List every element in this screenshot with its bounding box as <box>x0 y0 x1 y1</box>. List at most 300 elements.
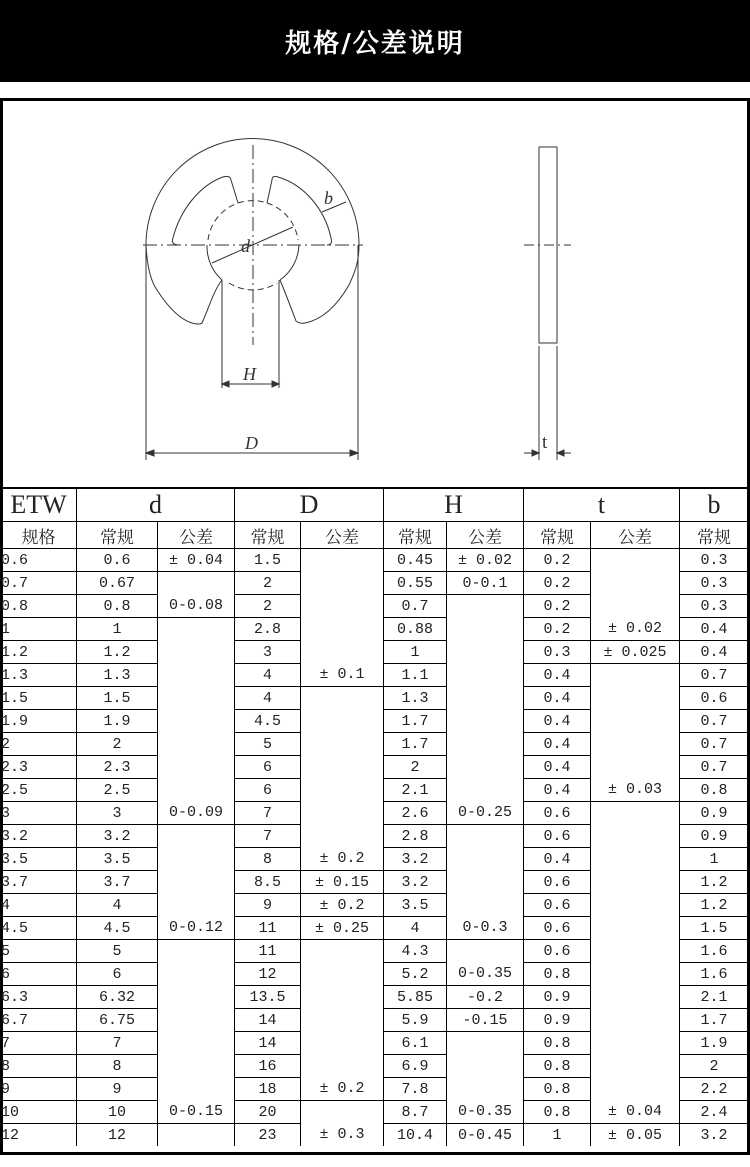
tolerance-cell <box>591 802 680 825</box>
spec-cell: 0.8 <box>1 595 77 618</box>
group-header: t <box>524 488 680 522</box>
tolerance-cell <box>301 986 384 1009</box>
tolerance-cell: ± 0.02 <box>591 618 680 641</box>
table-row <box>1 618 749 641</box>
value-cell: 0.6 <box>524 940 591 963</box>
value-cell: 6.9 <box>384 1055 447 1078</box>
tolerance-cell <box>158 779 235 802</box>
value-cell: 13.5 <box>235 986 301 1009</box>
tolerance-cell <box>447 618 524 641</box>
value-cell: 3 <box>235 641 301 664</box>
value-cell: 0.67 <box>77 572 158 595</box>
spec-cell: 1.3 <box>1 664 77 687</box>
table-row <box>1 1055 749 1078</box>
spec-cell: 6.7 <box>1 1009 77 1032</box>
value-cell: 0.7 <box>680 756 749 779</box>
table-row <box>1 1032 749 1055</box>
tolerance-cell <box>301 687 384 710</box>
sub-header: 规格 <box>1 522 77 549</box>
value-cell: 2.8 <box>235 618 301 641</box>
value-cell: 5.9 <box>384 1009 447 1032</box>
value-cell: 5.2 <box>384 963 447 986</box>
value-cell: 1.3 <box>384 687 447 710</box>
table-row <box>1 825 749 848</box>
value-cell: 0.4 <box>680 641 749 664</box>
tolerance-cell <box>591 986 680 1009</box>
tolerance-cell: ± 0.2 <box>301 848 384 871</box>
sub-header: 常规 <box>384 522 447 549</box>
value-cell: 7 <box>235 825 301 848</box>
spec-cell: 9 <box>1 1078 77 1101</box>
value-cell: 0.88 <box>384 618 447 641</box>
spec-cell: 1.9 <box>1 710 77 733</box>
tolerance-cell <box>447 1032 524 1055</box>
table-row <box>1 733 749 756</box>
value-cell: 1.7 <box>384 733 447 756</box>
value-cell: 1.2 <box>680 894 749 917</box>
table-row <box>1 1009 749 1032</box>
spec-cell: 2.3 <box>1 756 77 779</box>
value-cell: 3.5 <box>77 848 158 871</box>
tolerance-cell <box>591 710 680 733</box>
tolerance-cell <box>301 756 384 779</box>
tolerance-cell: ± 0.025 <box>591 641 680 664</box>
tolerance-cell <box>158 963 235 986</box>
value-cell: 6 <box>235 779 301 802</box>
spec-cell: 3.7 <box>1 871 77 894</box>
value-cell: 4.3 <box>384 940 447 963</box>
value-cell: 0.6 <box>524 802 591 825</box>
table-row <box>1 848 749 871</box>
value-cell: 14 <box>235 1009 301 1032</box>
value-cell: 0.6 <box>77 549 158 572</box>
tolerance-cell: 0-0.09 <box>158 802 235 825</box>
value-cell: 7.8 <box>384 1078 447 1101</box>
spec-cell: 1.2 <box>1 641 77 664</box>
tolerance-cell: 0-0.35 <box>447 963 524 986</box>
value-cell: 2.3 <box>77 756 158 779</box>
sub-header: 常规 <box>680 522 749 549</box>
tolerance-cell <box>301 940 384 963</box>
tolerance-cell <box>447 756 524 779</box>
tolerance-cell <box>158 641 235 664</box>
tolerance-cell <box>301 641 384 664</box>
value-cell: 2.1 <box>680 986 749 1009</box>
tolerance-cell <box>158 687 235 710</box>
value-cell: 4 <box>235 687 301 710</box>
spec-cell: 2 <box>1 733 77 756</box>
side-view <box>524 147 571 460</box>
table-row <box>1 664 749 687</box>
tolerance-cell: -0.2 <box>447 986 524 1009</box>
value-cell: 4 <box>77 894 158 917</box>
tolerance-cell <box>591 572 680 595</box>
tolerance-cell <box>158 1009 235 1032</box>
tolerance-cell: 0-0.35 <box>447 1101 524 1124</box>
value-cell: 0.8 <box>524 1078 591 1101</box>
front-view <box>143 138 363 460</box>
value-cell: 1.6 <box>680 940 749 963</box>
tolerance-cell <box>158 825 235 848</box>
value-cell: 0.4 <box>524 710 591 733</box>
table-row <box>1 641 749 664</box>
tolerance-cell: ± 0.25 <box>301 917 384 940</box>
tolerance-cell: -0.15 <box>447 1009 524 1032</box>
value-cell: 4.5 <box>77 917 158 940</box>
tolerance-cell: ± 0.1 <box>301 664 384 687</box>
value-cell: 18 <box>235 1078 301 1101</box>
value-cell: 0.7 <box>680 710 749 733</box>
value-cell: 2 <box>77 733 158 756</box>
value-cell: 0.6 <box>524 825 591 848</box>
value-cell: 11 <box>235 917 301 940</box>
tolerance-cell <box>158 756 235 779</box>
value-cell: 1.7 <box>680 1009 749 1032</box>
value-cell: 1.2 <box>680 871 749 894</box>
spec-cell: 4.5 <box>1 917 77 940</box>
value-cell: 9 <box>235 894 301 917</box>
tolerance-cell <box>447 1078 524 1101</box>
tolerance-cell: ± 0.2 <box>301 1078 384 1101</box>
table-row <box>1 710 749 733</box>
tolerance-cell <box>591 825 680 848</box>
value-cell: 20 <box>235 1101 301 1124</box>
value-cell: 11 <box>235 940 301 963</box>
group-header: d <box>77 488 235 522</box>
value-cell: 0.8 <box>77 595 158 618</box>
value-cell: 1 <box>77 618 158 641</box>
value-cell: 2 <box>235 595 301 618</box>
tolerance-cell <box>158 572 235 595</box>
tolerance-cell <box>591 848 680 871</box>
tolerance-cell <box>591 595 680 618</box>
value-cell: 3.2 <box>680 1124 749 1147</box>
spec-cell: 3.2 <box>1 825 77 848</box>
group-header: D <box>235 488 384 522</box>
value-cell: 2.1 <box>384 779 447 802</box>
table-row <box>1 1078 749 1101</box>
group-header: ETW <box>1 488 77 522</box>
value-cell: 0.3 <box>680 549 749 572</box>
value-cell: 3.2 <box>384 848 447 871</box>
value-cell: 8 <box>235 848 301 871</box>
value-cell: 0.2 <box>524 549 591 572</box>
spec-cell: 7 <box>1 1032 77 1055</box>
tolerance-cell <box>158 986 235 1009</box>
value-cell: 1 <box>384 641 447 664</box>
tolerance-cell <box>447 1055 524 1078</box>
spec-cell: 1.5 <box>1 687 77 710</box>
value-cell: 0.4 <box>524 664 591 687</box>
value-cell: 0.7 <box>680 664 749 687</box>
tolerance-cell <box>591 963 680 986</box>
value-cell: 9 <box>77 1078 158 1101</box>
value-cell: 0.6 <box>524 871 591 894</box>
tolerance-cell <box>447 664 524 687</box>
value-cell: 0.9 <box>680 825 749 848</box>
spec-cell: 6 <box>1 963 77 986</box>
value-cell: 0.6 <box>524 894 591 917</box>
tolerance-cell <box>447 779 524 802</box>
value-cell: 7 <box>77 1032 158 1055</box>
tolerance-cell <box>301 1055 384 1078</box>
value-cell: 0.8 <box>524 1032 591 1055</box>
page-title: 规格/公差说明 <box>0 0 750 82</box>
tolerance-cell <box>301 618 384 641</box>
tolerance-cell <box>447 710 524 733</box>
tolerance-cell <box>158 1124 235 1147</box>
value-cell: 0.9 <box>524 1009 591 1032</box>
value-cell: 6.1 <box>384 1032 447 1055</box>
tolerance-cell <box>301 779 384 802</box>
tolerance-cell <box>301 1009 384 1032</box>
value-cell: 0.4 <box>524 779 591 802</box>
value-cell: 0.4 <box>524 687 591 710</box>
value-cell: 4 <box>235 664 301 687</box>
value-cell: 1.5 <box>235 549 301 572</box>
value-cell: 12 <box>235 963 301 986</box>
value-cell: 0.4 <box>524 733 591 756</box>
spec-cell: 4 <box>1 894 77 917</box>
value-cell: 8.7 <box>384 1101 447 1124</box>
value-cell: 2 <box>235 572 301 595</box>
tolerance-cell: ± 0.3 <box>301 1124 384 1147</box>
value-cell: 2.2 <box>680 1078 749 1101</box>
value-cell: 6.75 <box>77 1009 158 1032</box>
value-cell: 12 <box>77 1124 158 1147</box>
tolerance-cell <box>591 1078 680 1101</box>
value-cell: 8 <box>77 1055 158 1078</box>
h-label: H <box>243 364 256 384</box>
tolerance-cell <box>591 1009 680 1032</box>
spec-cell: 10 <box>1 1101 77 1124</box>
value-cell: 5.85 <box>384 986 447 1009</box>
value-cell: 1.9 <box>680 1032 749 1055</box>
group-header: b <box>680 488 749 522</box>
tolerance-cell <box>158 618 235 641</box>
value-cell: 5 <box>77 940 158 963</box>
tolerance-cell: 0-0.45 <box>447 1124 524 1147</box>
spec-table <box>0 487 749 1146</box>
value-cell: 0.4 <box>524 756 591 779</box>
table-row <box>1 871 749 894</box>
value-cell: 5 <box>235 733 301 756</box>
value-cell: 0.45 <box>384 549 447 572</box>
tolerance-cell <box>591 549 680 572</box>
tolerance-cell: ± 0.04 <box>591 1101 680 1124</box>
value-cell: 6.32 <box>77 986 158 1009</box>
table-row <box>1 802 749 825</box>
value-cell: 1.7 <box>384 710 447 733</box>
sub-header: 常规 <box>524 522 591 549</box>
sub-header: 公差 <box>301 522 384 549</box>
tolerance-cell <box>301 963 384 986</box>
tolerance-cell <box>158 1055 235 1078</box>
tolerance-cell <box>591 894 680 917</box>
group-header-row <box>1 488 749 522</box>
value-cell: 0.3 <box>524 641 591 664</box>
spec-cell: 3.5 <box>1 848 77 871</box>
value-cell: 2 <box>680 1055 749 1078</box>
value-cell: 23 <box>235 1124 301 1147</box>
tolerance-cell: ± 0.05 <box>591 1124 680 1147</box>
tolerance-cell <box>447 733 524 756</box>
value-cell: 2.8 <box>384 825 447 848</box>
tolerance-cell <box>447 595 524 618</box>
tolerance-cell <box>447 894 524 917</box>
tolerance-cell: 0-0.25 <box>447 802 524 825</box>
tolerance-cell <box>591 733 680 756</box>
value-cell: 3.2 <box>77 825 158 848</box>
value-cell: 0.9 <box>524 986 591 1009</box>
tolerance-cell <box>158 1032 235 1055</box>
tolerance-cell <box>591 871 680 894</box>
tolerance-cell: 0-0.3 <box>447 917 524 940</box>
value-cell: 0.4 <box>524 848 591 871</box>
d-label: d <box>241 236 250 256</box>
value-cell: 10 <box>77 1101 158 1124</box>
table-row <box>1 549 749 572</box>
tolerance-cell: ± 0.2 <box>301 894 384 917</box>
spec-cell: 8 <box>1 1055 77 1078</box>
tolerance-cell <box>158 664 235 687</box>
value-cell: 16 <box>235 1055 301 1078</box>
value-cell: 0.6 <box>524 917 591 940</box>
table-row <box>1 963 749 986</box>
spec-cell: 2.5 <box>1 779 77 802</box>
sub-header: 公差 <box>158 522 235 549</box>
value-cell: 2.5 <box>77 779 158 802</box>
value-cell: 1.5 <box>77 687 158 710</box>
tolerance-cell <box>158 871 235 894</box>
outer-d-label: D <box>245 433 258 453</box>
value-cell: 0.2 <box>524 595 591 618</box>
value-cell: 1.6 <box>680 963 749 986</box>
table-row <box>1 687 749 710</box>
value-cell: 6 <box>235 756 301 779</box>
value-cell: 8.5 <box>235 871 301 894</box>
b-label: b <box>324 188 333 208</box>
sub-header-row <box>1 522 749 549</box>
tolerance-cell <box>591 1032 680 1055</box>
t-label: t <box>542 432 548 453</box>
tolerance-cell: ± 0.04 <box>158 549 235 572</box>
value-cell: 1.3 <box>77 664 158 687</box>
tolerance-cell <box>591 917 680 940</box>
tolerance-cell <box>301 733 384 756</box>
tolerance-cell <box>447 825 524 848</box>
value-cell: 10.4 <box>384 1124 447 1147</box>
value-cell: 0.7 <box>680 733 749 756</box>
value-cell: 3.2 <box>384 871 447 894</box>
value-cell: 0.8 <box>524 1101 591 1124</box>
tolerance-cell <box>591 687 680 710</box>
tolerance-cell <box>447 871 524 894</box>
group-header: H <box>384 488 524 522</box>
spec-cell: 0.7 <box>1 572 77 595</box>
value-cell: 0.3 <box>680 595 749 618</box>
tolerance-cell: 0-0.1 <box>447 572 524 595</box>
value-cell: 1.5 <box>680 917 749 940</box>
tolerance-cell: ± 0.03 <box>591 779 680 802</box>
value-cell: 2.4 <box>680 1101 749 1124</box>
value-cell: 0.9 <box>680 802 749 825</box>
value-cell: 0.3 <box>680 572 749 595</box>
value-cell: 3 <box>77 802 158 825</box>
value-cell: 1 <box>524 1124 591 1147</box>
spec-cell: 0.6 <box>1 549 77 572</box>
table-row <box>1 756 749 779</box>
tolerance-cell <box>301 1101 384 1124</box>
value-cell: 7 <box>235 802 301 825</box>
table-row <box>1 940 749 963</box>
tolerance-cell <box>591 664 680 687</box>
tolerance-cell: 0-0.12 <box>158 917 235 940</box>
sub-header: 公差 <box>447 522 524 549</box>
tolerance-cell <box>301 802 384 825</box>
table-row <box>1 894 749 917</box>
value-cell: 0.8 <box>680 779 749 802</box>
table-row <box>1 572 749 595</box>
tolerance-cell: ± 0.02 <box>447 549 524 572</box>
tolerance-cell <box>591 940 680 963</box>
spec-cell: 12 <box>1 1124 77 1147</box>
value-cell: 4.5 <box>235 710 301 733</box>
table-row <box>1 1124 749 1147</box>
tolerance-cell <box>447 641 524 664</box>
spec-cell: 5 <box>1 940 77 963</box>
e-clip-drawing <box>0 0 750 485</box>
tolerance-cell <box>447 940 524 963</box>
value-cell: 0.55 <box>384 572 447 595</box>
tolerance-cell <box>447 687 524 710</box>
value-cell: 0.2 <box>524 618 591 641</box>
spec-cell: 6.3 <box>1 986 77 1009</box>
value-cell: 1.9 <box>77 710 158 733</box>
value-cell: 0.8 <box>524 963 591 986</box>
tolerance-cell <box>301 825 384 848</box>
value-cell: 2.6 <box>384 802 447 825</box>
table-row <box>1 986 749 1009</box>
table-row <box>1 595 749 618</box>
tolerance-cell: ± 0.15 <box>301 871 384 894</box>
value-cell: 4 <box>384 917 447 940</box>
tolerance-cell <box>301 1032 384 1055</box>
value-cell: 1 <box>680 848 749 871</box>
tolerance-cell <box>158 940 235 963</box>
value-cell: 14 <box>235 1032 301 1055</box>
tolerance-cell <box>591 1055 680 1078</box>
value-cell: 1.2 <box>77 641 158 664</box>
tolerance-cell <box>158 1078 235 1101</box>
tolerance-cell <box>158 710 235 733</box>
tolerance-cell <box>447 848 524 871</box>
spec-cell: 1 <box>1 618 77 641</box>
sub-header: 常规 <box>235 522 301 549</box>
tolerance-cell <box>301 572 384 595</box>
tolerance-cell <box>301 549 384 572</box>
sub-header: 常规 <box>77 522 158 549</box>
value-cell: 0.8 <box>524 1055 591 1078</box>
value-cell: 0.6 <box>680 687 749 710</box>
sub-header: 公差 <box>591 522 680 549</box>
tolerance-cell <box>591 756 680 779</box>
value-cell: 6 <box>77 963 158 986</box>
tolerance-cell <box>301 595 384 618</box>
value-cell: 3.7 <box>77 871 158 894</box>
tolerance-cell <box>158 848 235 871</box>
tolerance-cell <box>158 733 235 756</box>
